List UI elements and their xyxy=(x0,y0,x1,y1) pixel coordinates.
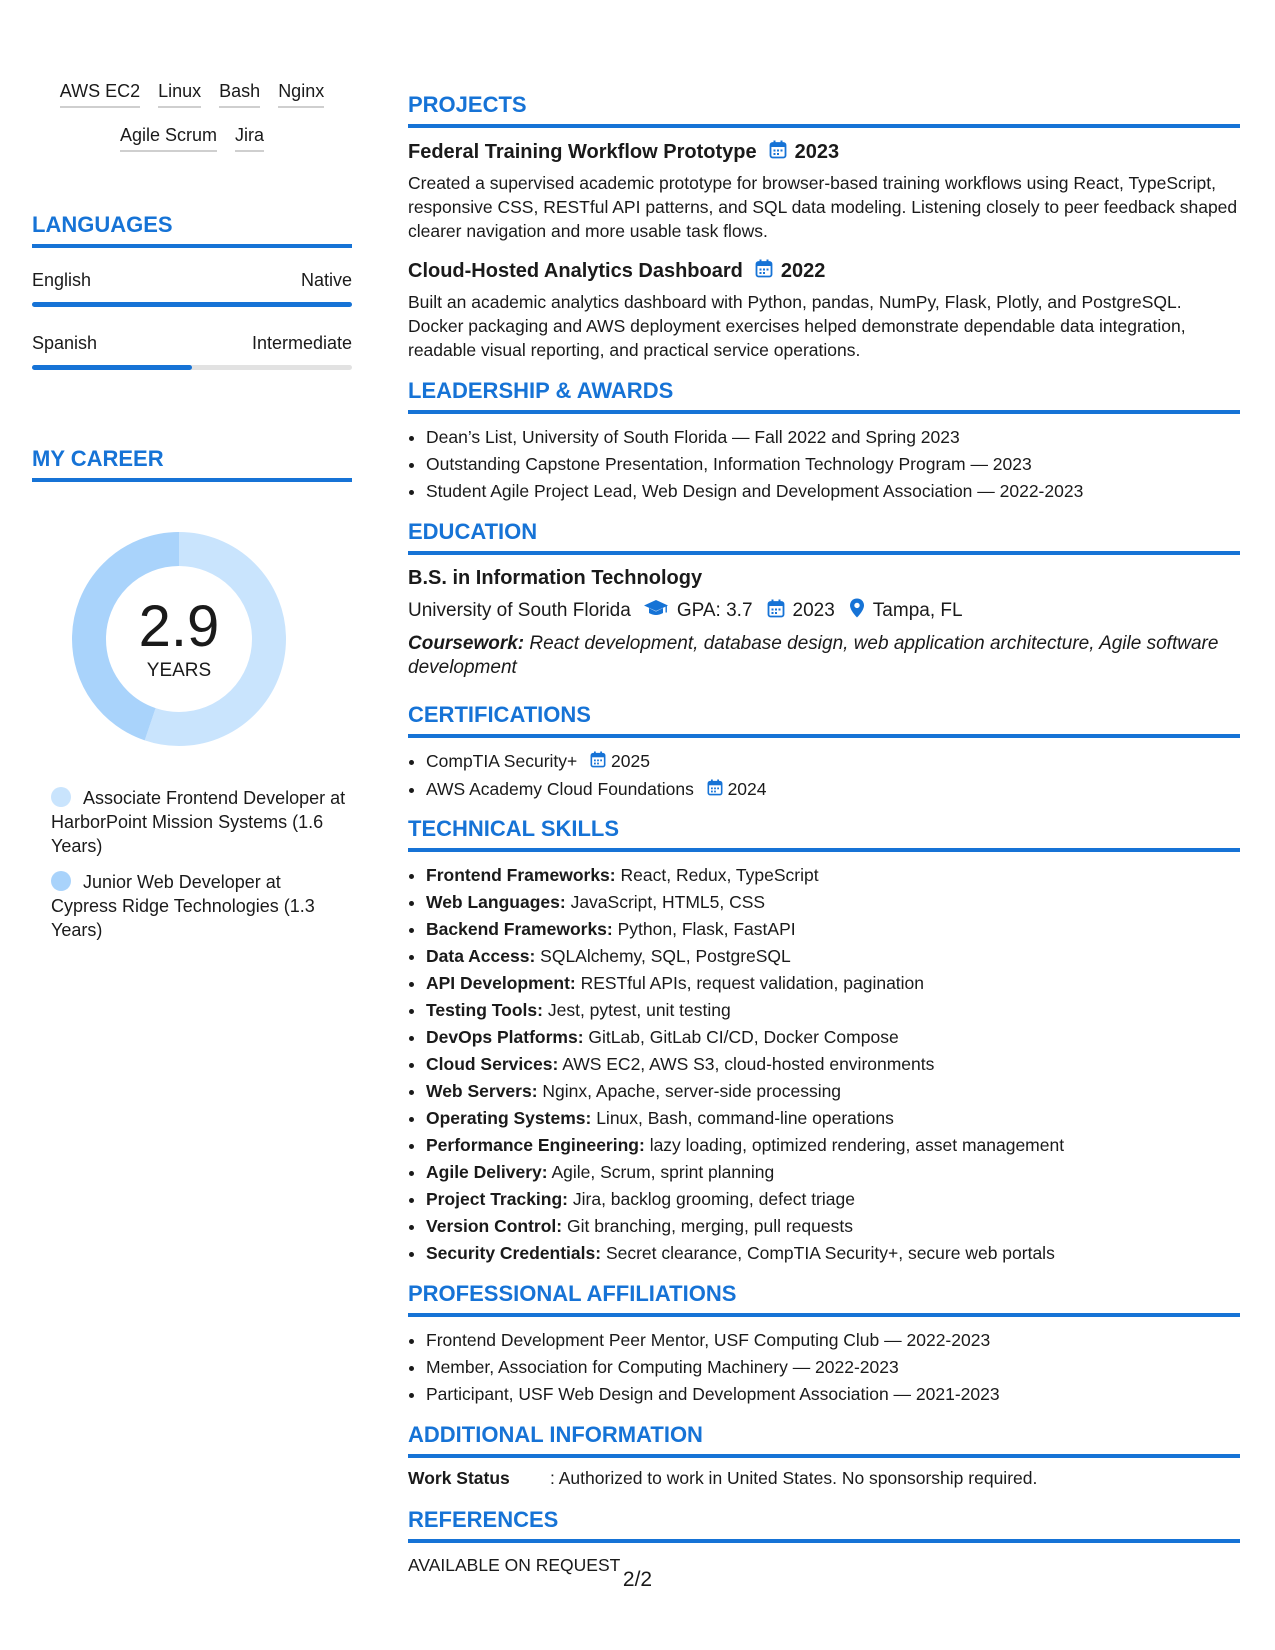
certification-year: 2025 xyxy=(611,751,650,771)
career-title: MY CAREER xyxy=(32,446,164,471)
school-name: University of South Florida xyxy=(408,600,631,621)
skill-values: Linux, Bash, command-line operations xyxy=(596,1107,894,1128)
leadership-section xyxy=(408,378,1240,505)
language-name: Spanish xyxy=(32,333,98,353)
graduation-cap-icon xyxy=(643,599,669,623)
coursework-text: React development, database design, web application architecture, Agile software development xyxy=(408,633,1219,678)
skill-tag: Nginx xyxy=(278,80,324,108)
project-title xyxy=(408,140,1240,165)
list-item: • Student Agile Project Lead, Web Design and Development Association — 2022-2023 xyxy=(426,478,1240,505)
donut-center xyxy=(66,526,292,752)
education-details xyxy=(408,598,1240,624)
projects-title: PROJECTS xyxy=(408,92,527,117)
section-rule xyxy=(408,551,1240,555)
calendar-icon xyxy=(755,259,773,284)
project-description: Created a supervised academic prototype for browser-based training workflows using React, TypeScript, responsive CSS, RESTful API patterns, and SQL data modeling. Listening closely to peer feedback shaped clearer navigation and more usable task flows. xyxy=(408,173,1238,241)
skill-values: lazy loading, optimized rendering, asset management xyxy=(649,1134,1065,1155)
career-legend-item xyxy=(51,786,351,858)
certification-name: AWS Academy Cloud Foundations xyxy=(426,778,694,799)
education-title: EDUCATION xyxy=(408,519,538,544)
section-rule xyxy=(32,244,352,248)
legend-dot xyxy=(51,871,71,891)
list-item: • Outstanding Capstone Presentation, Information Technology Program — 2023 xyxy=(426,451,1240,478)
skill-item xyxy=(426,862,1240,889)
skill-item xyxy=(426,1078,1240,1105)
language-level: Intermediate xyxy=(251,333,352,353)
graduation-year: 2023 xyxy=(792,600,835,621)
technical-skills-title: TECHNICAL SKILLS xyxy=(408,815,620,841)
skill-values: SQLAlchemy, SQL, PostgreSQL xyxy=(540,945,791,966)
language-row xyxy=(32,270,352,291)
skill-item xyxy=(426,1105,1240,1132)
section-rule xyxy=(408,1313,1240,1317)
career-donut xyxy=(66,526,292,752)
section-rule xyxy=(408,1539,1240,1543)
technical-skills-list xyxy=(408,862,1240,1267)
skill-tag: Linux xyxy=(158,80,201,108)
language-bar xyxy=(32,302,352,307)
work-status-value: : Authorized to work in United States. No sponsorship required. xyxy=(550,1467,1038,1488)
career-section xyxy=(32,446,352,942)
skill-values: Jest, pytest, unit testing xyxy=(547,999,731,1020)
skill-category: Version Control: xyxy=(426,1215,563,1236)
legend-dot xyxy=(51,787,71,807)
certifications-section xyxy=(408,702,1240,804)
language-bar-fill xyxy=(32,302,352,307)
affiliations-title: PROFESSIONAL AFFILIATIONS xyxy=(408,1280,737,1306)
skill-item xyxy=(426,889,1240,916)
section-rule xyxy=(408,848,1240,852)
skill-values: GitLab, GitLab CI/CD, Docker Compose xyxy=(588,1026,899,1047)
projects-section xyxy=(408,92,1240,362)
skill-category: Operating Systems: xyxy=(426,1107,592,1128)
skill-category: DevOps Platforms: xyxy=(426,1026,584,1047)
skill-category: Cloud Services: xyxy=(426,1053,559,1074)
certification-name: CompTIA Security+ xyxy=(426,751,578,771)
affiliations-section xyxy=(408,1281,1240,1408)
skill-item xyxy=(426,1159,1240,1186)
skill-category: Security Credentials: xyxy=(426,1242,602,1263)
coursework xyxy=(408,632,1240,680)
education-location: Tampa, FL xyxy=(872,600,963,621)
career-total-value: 2.9 xyxy=(138,594,220,659)
skill-item xyxy=(426,1213,1240,1240)
section-rule xyxy=(408,734,1240,738)
list-item: • Member, Association for Computing Machinery — 2022-2023 xyxy=(426,1354,1240,1381)
calendar-icon xyxy=(707,777,723,804)
skill-values: Git branching, merging, pull requests xyxy=(567,1215,853,1236)
skill-values: AWS EC2, AWS S3, cloud-hosted environments xyxy=(562,1053,935,1074)
career-legend-item xyxy=(51,870,351,942)
right-column xyxy=(408,92,1240,1576)
skill-category: Performance Engineering: xyxy=(426,1134,645,1155)
project-year: 2023 xyxy=(794,141,840,163)
location-pin-icon xyxy=(849,598,865,624)
certification-year: 2024 xyxy=(727,778,767,799)
section-rule xyxy=(408,410,1240,414)
skill-tag: Agile Scrum xyxy=(120,124,217,152)
skill-item xyxy=(426,1024,1240,1051)
languages-section xyxy=(32,212,352,370)
skill-category: Agile Delivery: xyxy=(426,1161,548,1182)
language-bar xyxy=(32,365,352,370)
language-level: Native xyxy=(300,270,352,290)
list-item: • Frontend Development Peer Mentor, USF Computing Club — 2022-2023 xyxy=(426,1327,1240,1354)
section-rule xyxy=(408,124,1240,128)
list-item: • Participant, USF Web Design and Development Association — 2021-2023 xyxy=(426,1381,1240,1408)
skill-values: RESTful APIs, request validation, pagination xyxy=(580,972,925,993)
project-year: 2022 xyxy=(780,260,826,282)
coursework-label: Coursework: xyxy=(408,633,525,654)
languages-title: LANGUAGES xyxy=(32,212,173,237)
skill-values: Nginx, Apache, server-side processing xyxy=(542,1080,842,1101)
skill-item xyxy=(426,1132,1240,1159)
skill-item xyxy=(426,970,1240,997)
gpa: GPA: 3.7 xyxy=(676,600,753,621)
skill-tags xyxy=(32,80,352,108)
skill-item xyxy=(426,1051,1240,1078)
degree: B.S. in Information Technology xyxy=(408,567,703,589)
skill-tag: Jira xyxy=(235,124,264,152)
additional-info-section xyxy=(408,1422,1240,1489)
section-rule xyxy=(32,478,352,482)
technical-skills-section xyxy=(408,816,1240,1267)
skill-category: Testing Tools: xyxy=(426,999,543,1020)
project-description: Built an academic analytics dashboard with Python, pandas, NumPy, Flask, Plotly, and PostgreSQL. Docker packaging and AWS deployment exercises helped demonstrate dependable data integration, readable visual reporting, and practical service operations. xyxy=(408,292,1186,360)
skill-tag: Bash xyxy=(219,80,260,108)
references-section xyxy=(408,1507,1240,1576)
work-status-row xyxy=(408,1468,1240,1489)
skill-category: Frontend Frameworks: xyxy=(426,864,616,885)
certification-item xyxy=(426,776,1240,804)
skill-tag: AWS EC2 xyxy=(60,80,140,108)
skill-item xyxy=(426,1240,1240,1267)
leadership-list xyxy=(408,424,1240,505)
skill-item xyxy=(426,997,1240,1024)
skill-values: Secret clearance, CompTIA Security+, secure web portals xyxy=(605,1242,1055,1263)
skill-category: API Development: xyxy=(426,972,576,993)
affiliations-list xyxy=(408,1327,1240,1408)
skill-tags-row-2 xyxy=(32,124,352,152)
skill-item xyxy=(426,1186,1240,1213)
skill-category: Backend Frameworks: xyxy=(426,918,613,939)
skill-item xyxy=(426,916,1240,943)
career-role-label: Associate Frontend Developer at HarborPoint Mission Systems (1.6 Years) xyxy=(51,788,346,856)
skill-values: JavaScript, HTML5, CSS xyxy=(570,891,766,912)
career-legend xyxy=(51,786,351,942)
education-section xyxy=(408,519,1240,680)
additional-info-title: ADDITIONAL INFORMATION xyxy=(408,1421,703,1447)
skill-category: Web Servers: xyxy=(426,1080,538,1101)
list-item: • Dean’s List, University of South Florida — Fall 2022 and Spring 2023 xyxy=(426,424,1240,451)
language-row xyxy=(32,333,352,354)
calendar-icon xyxy=(767,599,785,624)
skill-category: Web Languages: xyxy=(426,891,566,912)
skill-values: Python, Flask, FastAPI xyxy=(617,918,796,939)
certification-item xyxy=(426,748,1240,776)
skill-values: React, Redux, TypeScript xyxy=(620,864,819,885)
section-rule xyxy=(408,1454,1240,1458)
language-bar-fill xyxy=(32,365,192,370)
page-number: 2/2 xyxy=(622,1568,653,1591)
career-total-unit: YEARS xyxy=(146,660,212,681)
left-column xyxy=(32,80,352,954)
project-title xyxy=(408,259,1240,284)
leadership-title: LEADERSHIP & AWARDS xyxy=(408,378,674,403)
project-name: Cloud-Hosted Analytics Dashboard xyxy=(408,260,743,282)
language-name: English xyxy=(32,270,92,290)
references-text: AVAILABLE ON REQUEST xyxy=(408,1554,621,1575)
skill-category: Data Access: xyxy=(426,945,536,966)
certifications-list xyxy=(408,748,1240,804)
skill-item xyxy=(426,943,1240,970)
project-name: Federal Training Workflow Prototype xyxy=(408,141,757,163)
calendar-icon xyxy=(590,749,606,776)
skill-values: Jira, backlog grooming, defect triage xyxy=(572,1188,855,1209)
certifications-title: CERTIFICATIONS xyxy=(408,702,591,727)
skill-values: Agile, Scrum, sprint planning xyxy=(551,1161,775,1182)
work-status-label: Work Status xyxy=(408,1467,510,1488)
calendar-icon xyxy=(769,140,787,165)
references-title: REFERENCES xyxy=(408,1506,559,1532)
skill-category: Project Tracking: xyxy=(426,1188,568,1209)
career-role-label: Junior Web Developer at Cypress Ridge Technologies (1.3 Years) xyxy=(51,872,315,940)
